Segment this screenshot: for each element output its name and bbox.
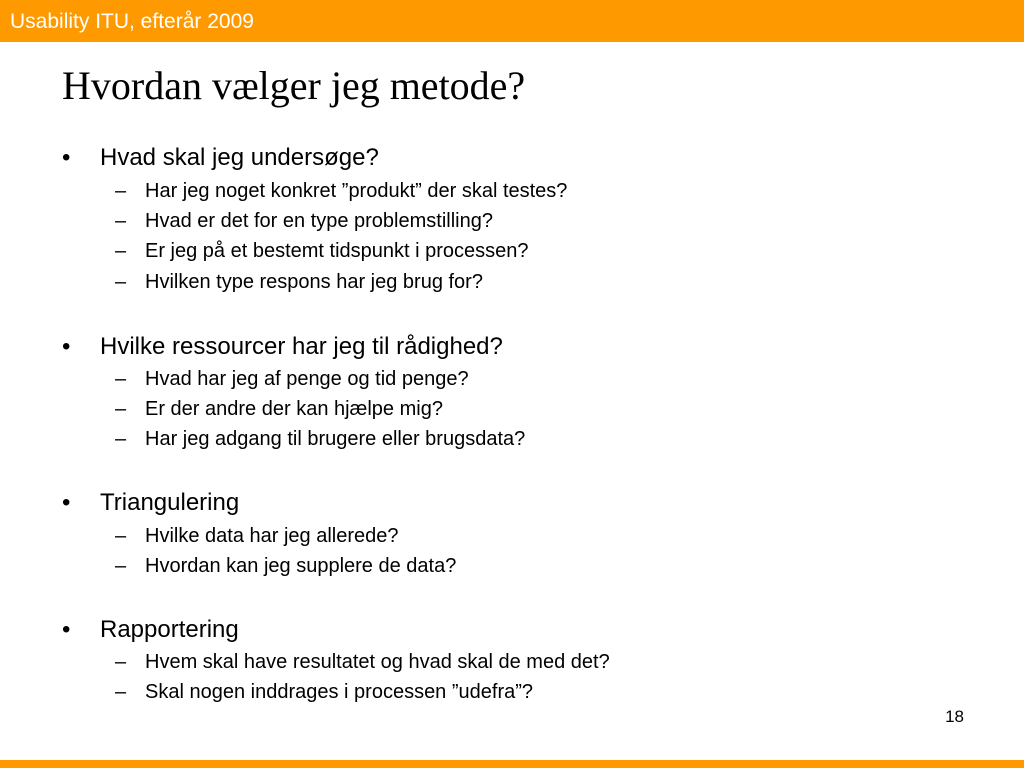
sub-text: Hvad er det for en type problemstilling? — [145, 210, 493, 232]
sub-text: Hvilke data har jeg allerede? — [145, 525, 399, 547]
sub-marker: – — [115, 428, 127, 450]
sub-marker: – — [115, 240, 127, 262]
bullet-text: Triangulering — [100, 489, 240, 516]
sub-text: Har jeg adgang til brugere eller brugsdata? — [145, 428, 526, 450]
page-number: 18 — [945, 707, 964, 726]
sub-text: Skal nogen inddrages i processen ”udefra”? — [145, 681, 534, 703]
bullet-text: Hvad skal jeg undersøge? — [100, 144, 379, 171]
bullet-text: Hvilke ressourcer har jeg til rådighed? — [100, 333, 503, 360]
sub-marker: – — [115, 651, 127, 673]
sub-marker: – — [115, 210, 127, 232]
sub-text: Har jeg noget konkret ”produkt” der skal testes? — [145, 180, 568, 202]
bullet-marker: • — [62, 144, 71, 171]
sub-marker: – — [115, 180, 127, 202]
sub-marker: – — [115, 271, 127, 293]
footer-bar — [0, 760, 1024, 768]
sub-marker: – — [115, 681, 127, 703]
sub-text: Hvem skal have resultatet og hvad skal de med det? — [145, 651, 610, 673]
sub-text: Er jeg på et bestemt tidspunkt i processen? — [145, 240, 529, 262]
sub-text: Hvilken type respons har jeg brug for? — [145, 271, 483, 293]
header-text: Usability ITU, efterår 2009 — [10, 10, 254, 33]
sub-marker: – — [115, 555, 127, 577]
bullet-marker: • — [62, 489, 71, 516]
sub-text: Er der andre der kan hjælpe mig? — [145, 398, 443, 420]
slide-title: Hvordan vælger jeg metode? — [62, 63, 526, 108]
sub-marker: – — [115, 525, 127, 547]
sub-marker: – — [115, 398, 127, 420]
sub-marker: – — [115, 368, 127, 390]
sub-text: Hvordan kan jeg supplere de data? — [145, 555, 457, 577]
sub-text: Hvad har jeg af penge og tid penge? — [145, 368, 469, 390]
bullet-marker: • — [62, 333, 71, 360]
bullet-text: Rapportering — [100, 616, 239, 643]
bullet-marker: • — [62, 616, 71, 643]
